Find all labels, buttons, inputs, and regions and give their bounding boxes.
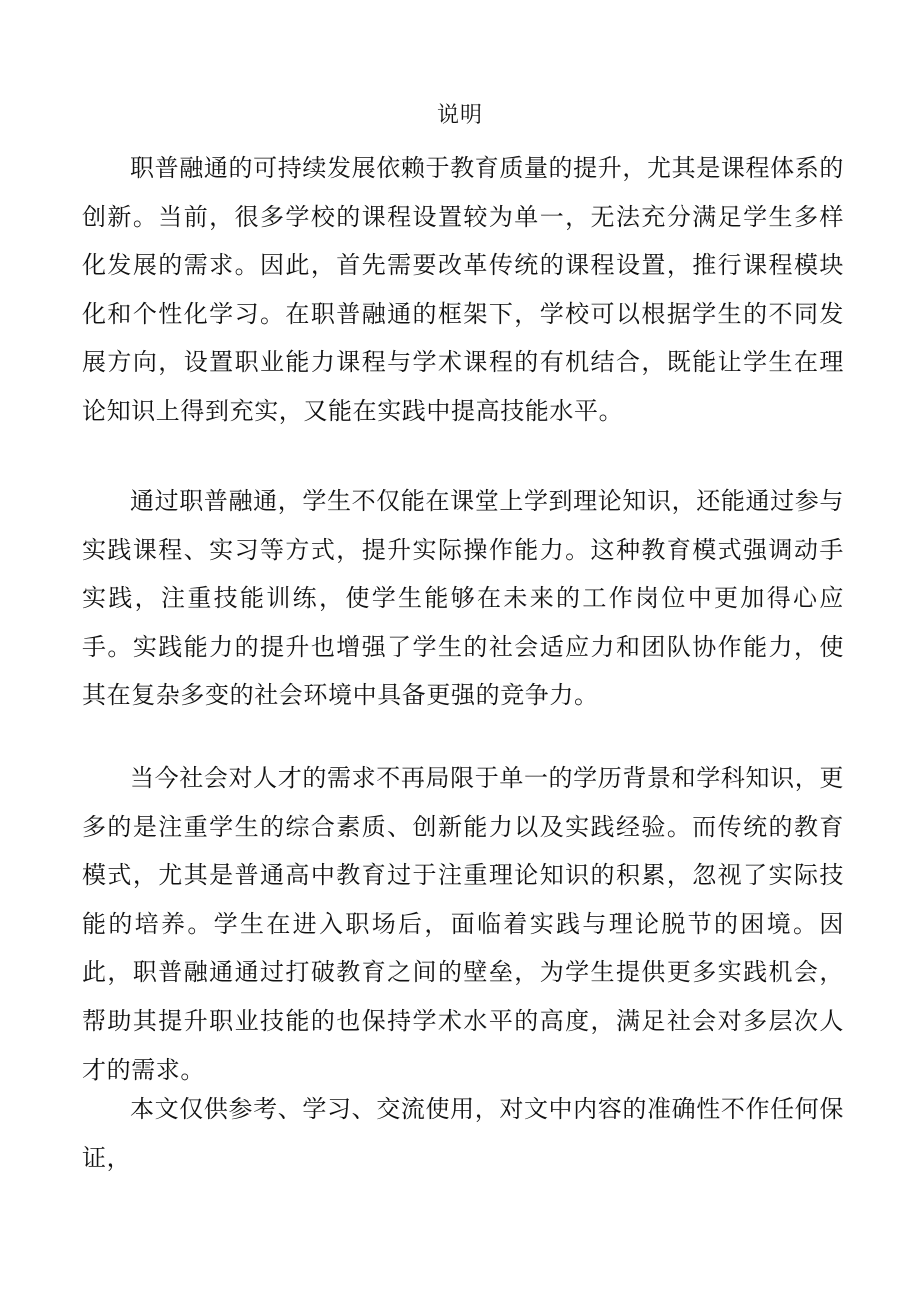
paragraph-disclaimer: 本文仅供参考、学习、交流使用，对文中内容的准确性不作任何保证， — [82, 1095, 844, 1172]
page-title: 说明 — [436, 103, 483, 128]
paragraph-curriculum-innovation: 职普融通的可持续发展依赖于教育质量的提升，尤其是课程体系的创新。当前，很多学校的课程设置较为单一，无法充分满足学生多样化发展的需求。因此，首先需要改革传统的课程设置，推行课程模块化和个性化学习。在职普融通的框架下，学校可以根据学生的不同发展方向，设置职业能力课程与学术课程的有机结合，既能让学生在理论知识上得到充实，又能在实践中提高技能水平。 — [82, 154, 844, 425]
paragraph-talent-demand: 当今社会对人才的需求不再局限于单一的学历背景和学科知识，更多的是注重学生的综合素质、创新能力以及实践经验。而传统的教育模式，尤其是普通高中教育过于注重理论知识的积累，忽视了实际技能的培养。学生在进入职场后，面临着实践与理论脱节的困境。因此，职普融通通过打破教育之间的壁垒，为学生提供更多实践机会，帮助其提升职业技能的也保持学术水平的高度，满足社会对多层次人才的需求。 — [82, 764, 844, 1084]
paragraph-practical-ability: 通过职普融通，学生不仅能在课堂上学到理论知识，还能通过参与实践课程、实习等方式，提升实际操作能力。这种教育模式强调动手实践，注重技能训练，使学生能够在未来的工作岗位中更加得心应手。实践能力的提升也增强了学生的社会适应力和团队协作能力，使其在复杂多变的社会环境中具备更强的竞争力。 — [82, 487, 844, 710]
